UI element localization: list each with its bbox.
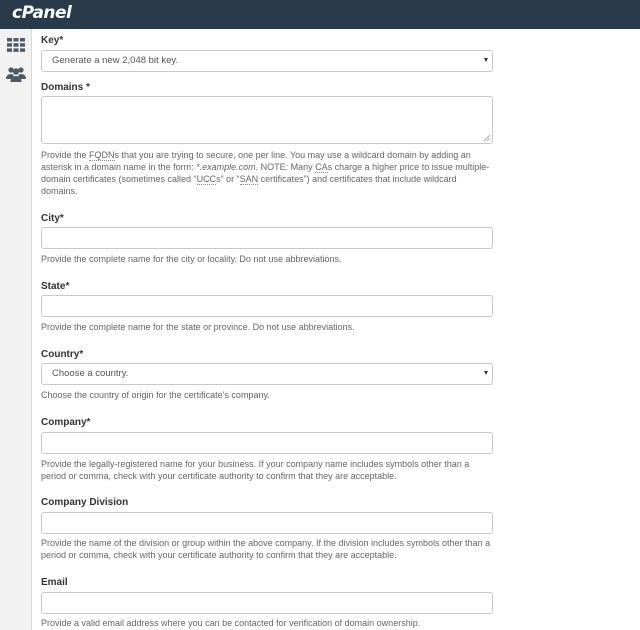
state-label: State* (41, 281, 70, 292)
company-help: Provide the legally-registered name for your business. If your company name includes symbols other than a period or comma, check with your certificate authority to confirm that they are acceptable. (41, 459, 470, 481)
domains-help: Provide the FQDNs that you are trying to secure, one per line. You may use a wildcard domain by adding an asterisk in a domain name in the form: *.example.com. NOTE: Many CAs charge a higher price to issue multiple-domain certificates (sometimes called “UCCs” or “SAN certificates”) and certificates that include wildcard domains. (41, 150, 490, 196)
sidebar (0, 29, 32, 630)
grid-icon[interactable] (5, 34, 27, 56)
key-select-value: Generate a new 2,048 bit key. (52, 55, 179, 66)
country-select-value: Choose a country. (52, 368, 129, 379)
email-label: Email (41, 577, 68, 588)
state-input[interactable] (41, 295, 493, 317)
country-help: Choose the country of origin for the certificate’s company. (41, 390, 270, 400)
chevron-down-icon (484, 371, 488, 375)
cpanel-logo[interactable]: cPanel (12, 3, 72, 23)
company-input[interactable] (41, 432, 493, 454)
abbr-fqdn: FQDN (89, 150, 115, 160)
city-help: Provide the complete name for the city or locality. Do not use abbreviations. (41, 254, 342, 264)
division-help: Provide the name of the division or group within the above company. If the division includes symbols other than a period or comma, check with your certificate authority to confirm that they are acceptable. (41, 538, 491, 560)
abbr-ucc: UCC (196, 174, 217, 184)
division-input[interactable] (41, 512, 493, 534)
resize-grip-icon[interactable] (484, 135, 490, 141)
chevron-down-icon (484, 58, 488, 62)
users-icon[interactable] (5, 63, 27, 85)
key-select[interactable] (41, 50, 493, 72)
email-help: Provide a valid email address where you can be contacted for verification of domain ownership. (41, 618, 421, 628)
division-label: Company Division (41, 497, 129, 508)
city-input[interactable] (41, 227, 493, 249)
abbr-san: SAN (239, 174, 259, 184)
country-label: Country* (41, 349, 84, 360)
domains-textarea[interactable] (41, 96, 493, 144)
city-label: City* (41, 213, 64, 224)
top-bar (0, 0, 640, 29)
state-help: Provide the complete name for the state or province. Do not use abbreviations. (41, 322, 355, 332)
country-select[interactable] (41, 363, 493, 385)
abbr-ca: CA (315, 162, 328, 172)
company-label: Company* (41, 417, 91, 428)
email-input[interactable] (41, 592, 493, 614)
key-label: Key* (41, 35, 64, 46)
domains-label: Domains * (41, 82, 90, 93)
